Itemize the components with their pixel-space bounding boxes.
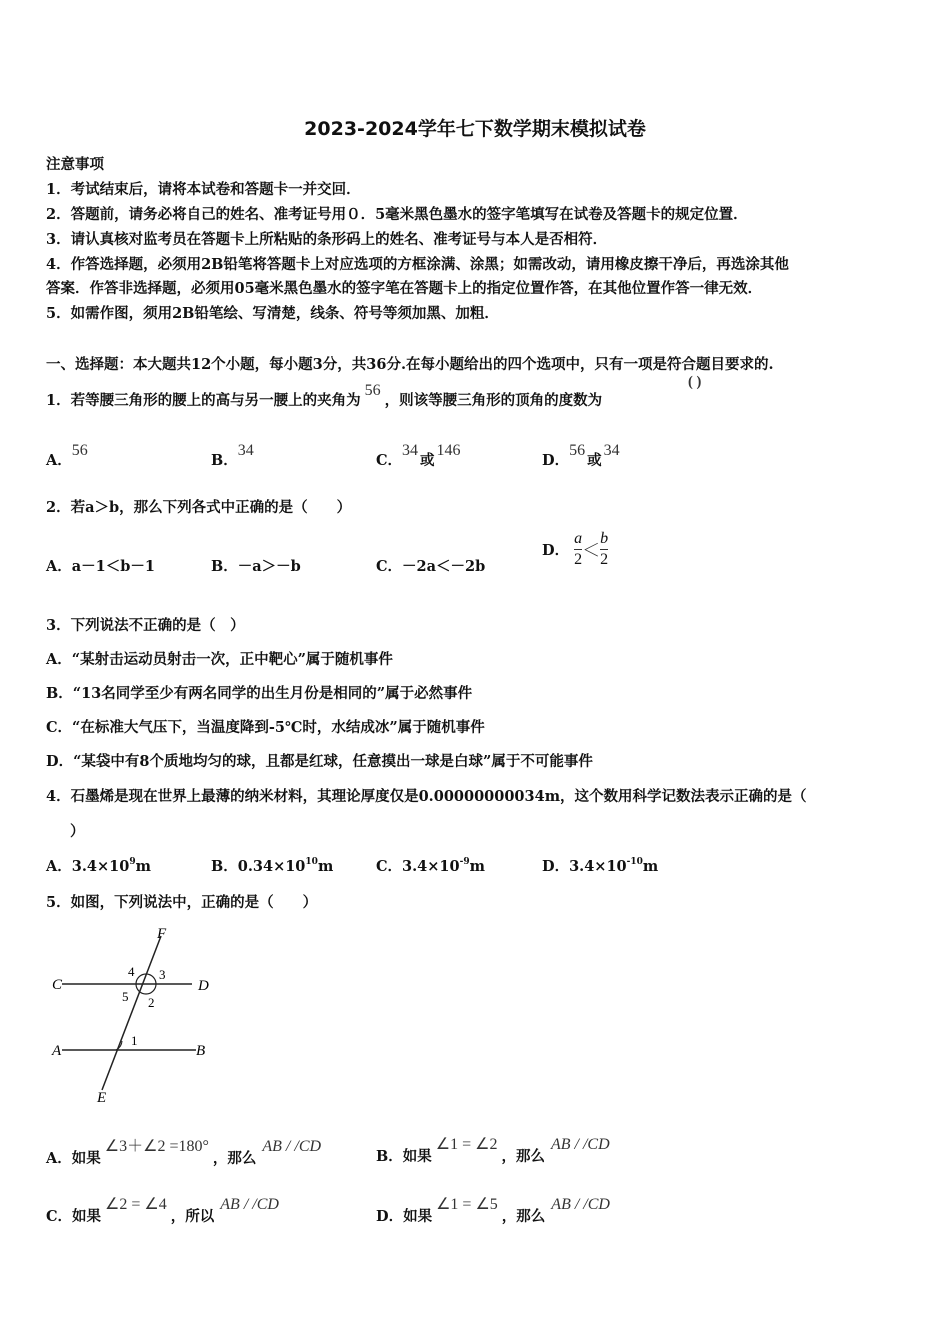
notice-item: 5．如需作图，须用2B铅笔绘、写清楚，线条、符号等须加黑、加粗． [46, 305, 499, 322]
q3-option-a: A．“某射击运动员射击一次，正中靶心”属于随机事件 [46, 651, 393, 668]
option-prefix: C．如果 [46, 1208, 102, 1225]
q1-angle: 56 [364, 382, 381, 399]
option-value: 146 [436, 442, 461, 459]
q2-option-b: B．－a＞－b [211, 558, 301, 575]
fraction-denominator: 2 [574, 551, 583, 568]
q4-option-c [376, 855, 485, 876]
q5-option-a [46, 1138, 322, 1168]
q5-option-b [376, 1136, 610, 1166]
geometry-figure [44, 922, 224, 1107]
label-f: F [157, 926, 167, 942]
q5-option-d [376, 1196, 610, 1226]
fraction-a-over-2 [574, 529, 582, 570]
q3-option-b: B．“13名同学至少有两名同学的出生月份是相同的”属于必然事件 [46, 685, 473, 702]
fraction-numerator: a [574, 530, 583, 547]
question-4-stem: 4．石墨烯是现在世界上最薄的纳米材料，其理论厚度仅是0.00000000034m，这个数用科学记数法表示正确的是（ [46, 788, 807, 805]
relation-sign: ＜ [582, 540, 601, 561]
option-label: B． [211, 452, 238, 469]
q5-option-c [46, 1196, 279, 1226]
option-unit: m [317, 858, 334, 875]
option-exponent: -9 [459, 857, 470, 867]
page-title: 2023-2024学年七下数学期末模拟试卷 [304, 118, 646, 140]
fraction-numerator: b [600, 530, 609, 547]
q1-option-c [376, 442, 461, 470]
notice-heading: 注意事项 [46, 156, 104, 173]
label-e: E [97, 1090, 107, 1106]
option-condition: ∠1 = ∠2 [435, 1136, 498, 1153]
q2-option-c: C．－2a＜－2b [376, 558, 486, 575]
question-4-stem-end: ） [70, 823, 85, 840]
option-base: C．3.4×10 [376, 858, 460, 875]
section-heading: 一、选择题：本大题共12个小题，每小题3分，共36分.在每小题给出的四个选项中，只有一项是符合题目要求的. [46, 356, 774, 373]
label-angle-3: 3 [159, 967, 166, 982]
option-connector: ，那么 [501, 1148, 545, 1165]
question-2-stem: 2．若a＞b，那么下列各式中正确的是（ ） [46, 499, 352, 516]
option-base: B．0.34×10 [211, 858, 306, 875]
option-value: 34 [237, 442, 254, 459]
option-exponent: -10 [626, 857, 643, 867]
option-result: AB / /CD [551, 1196, 610, 1213]
option-connector: ，所以 [170, 1208, 215, 1225]
option-base: A．3.4×10 [46, 858, 130, 875]
option-condition: ∠3＋∠2 =180° [104, 1138, 209, 1155]
q2-option-d [542, 529, 608, 570]
option-prefix: D．如果 [376, 1208, 433, 1225]
q1-stem-b: ，则该等腰三角形的顶角的度数为 [384, 392, 603, 409]
option-unit: m [469, 858, 485, 875]
label-angle-2: 2 [148, 995, 155, 1010]
option-exponent: 10 [305, 857, 318, 867]
option-or: 或 [420, 452, 435, 469]
q3-option-d: D．“某袋中有8个质地均匀的球，且都是红球，任意摸出一球是白球”属于不可能事件 [46, 753, 593, 770]
label-angle-1: 1 [131, 1033, 138, 1048]
option-prefix: B．如果 [376, 1148, 432, 1165]
line-ef [102, 936, 161, 1090]
question-3-stem: 3．下列说法不正确的是（ ） [46, 617, 245, 634]
q1-option-d [542, 442, 620, 470]
option-connector: ，那么 [501, 1208, 546, 1225]
option-value: 56 [569, 442, 586, 459]
option-label: D． [542, 542, 570, 559]
question-5-stem: 5．如图，下列说法中，正确的是（ ） [46, 894, 318, 911]
notice-item: 答案．作答非选择题，必须用05毫米黑色墨水的签字笔在答题卡上的指定位置作答，在其他位置作答一律无效． [46, 280, 763, 297]
question-1-stem [46, 382, 603, 410]
option-exponent: 9 [129, 857, 136, 867]
option-connector: ，那么 [212, 1150, 257, 1167]
q4-option-d [542, 855, 658, 876]
option-prefix: A．如果 [46, 1150, 101, 1167]
fraction-b-over-2 [600, 529, 608, 570]
q1-answer-paren: ( ) [688, 374, 702, 390]
option-value: 34 [603, 442, 620, 459]
label-angle-5: 5 [122, 989, 129, 1004]
label-angle-4: 4 [128, 964, 135, 979]
notice-item: 3．请认真核对监考员在答题卡上所粘贴的条形码上的姓名、准考证号与本人是否相符． [46, 231, 608, 248]
notice-item: 1．考试结束后，请将本试卷和答题卡一并交回． [46, 181, 361, 198]
option-result: AB / /CD [550, 1136, 610, 1153]
q1-option-a [46, 442, 88, 470]
option-unit: m [135, 858, 151, 875]
option-condition: ∠2 = ∠4 [105, 1196, 167, 1213]
q1-option-b [211, 442, 254, 470]
option-label: A． [46, 452, 72, 469]
option-result: AB / /CD [220, 1196, 279, 1213]
label-d: D [198, 978, 209, 994]
option-label: C． [376, 452, 403, 469]
notice-item: 4．作答选择题，必须用2B铅笔将答题卡上对应选项的方框涂满、涂黑；如需改动，请用橡皮擦干净后，再选涂其他 [46, 256, 789, 273]
option-result: AB / /CD [262, 1138, 322, 1155]
option-condition: ∠1 = ∠5 [436, 1196, 498, 1213]
option-base: D．3.4×10 [542, 858, 627, 875]
option-or: 或 [587, 452, 602, 469]
q1-stem-a: 1．若等腰三角形的腰上的高与另一腰上的夹角为 [46, 392, 361, 409]
option-unit: m [642, 858, 659, 875]
option-value: 34 [402, 442, 419, 459]
q4-option-a [46, 855, 151, 876]
option-value: 56 [71, 442, 88, 459]
option-label: D． [542, 452, 570, 469]
label-b: B [196, 1043, 206, 1059]
notice-item: 2．答题前，请务必将自己的姓名、准考证号用０．5毫米黑色墨水的签字笔填写在试卷及答题卡的规定位置． [46, 206, 748, 223]
q2-option-a: A．a－1＜b－1 [46, 558, 155, 575]
fraction-denominator: 2 [600, 551, 609, 568]
label-c: C [52, 977, 63, 993]
q3-option-c: C．“在标准大气压下，当温度降到-5℃时，水结成冰”属于随机事件 [46, 719, 485, 736]
q4-option-b [211, 855, 333, 876]
label-a: A [52, 1043, 62, 1059]
